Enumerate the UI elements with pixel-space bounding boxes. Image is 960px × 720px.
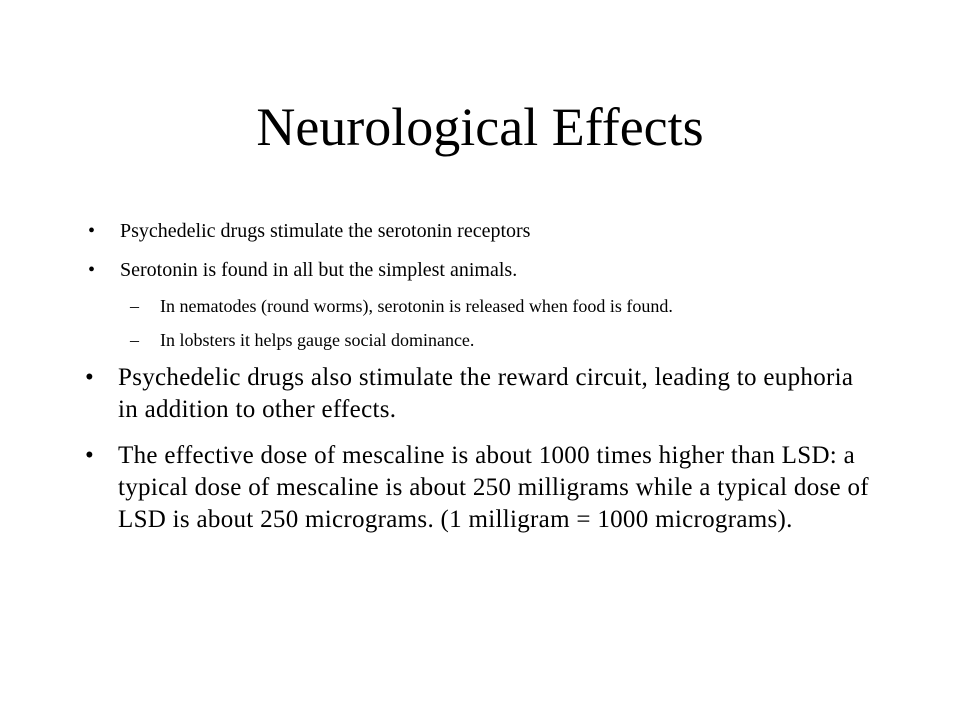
dash-marker: – bbox=[130, 296, 139, 316]
sub-bullet-text: In nematodes (round worms), serotonin is released when food is found. bbox=[160, 296, 673, 316]
bullet-item bbox=[85, 362, 875, 426]
bullet-marker: • bbox=[85, 364, 95, 391]
sub-bullet-text: In lobsters it helps gauge social dominance. bbox=[160, 330, 475, 350]
bullet-marker: • bbox=[85, 442, 95, 469]
bullet-text: The effective dose of mescaline is about 1000 times higher than LSD: a typical dose of mescaline is about 250 milligrams while a typical dose of LSD is about 250 micrograms. (1 milligram = 1000 micrograms). bbox=[118, 442, 869, 533]
bullet-text: Psychedelic drugs also stimulate the reward circuit, leading to euphoria in addition to other effects. bbox=[118, 364, 854, 423]
bullet-item bbox=[85, 440, 875, 536]
slide-title: Neurological Effects bbox=[256, 97, 704, 157]
bullet-text: Serotonin is found in all but the simplest animals. bbox=[120, 259, 518, 281]
bullet-item bbox=[88, 217, 868, 245]
dash-marker: – bbox=[130, 330, 139, 350]
sub-bullet-item bbox=[130, 294, 890, 318]
bullet-marker: • bbox=[88, 259, 96, 281]
bullet-item bbox=[88, 256, 868, 284]
bullet-text: Psychedelic drugs stimulate the serotonin receptors bbox=[120, 220, 531, 242]
bullet-marker: • bbox=[88, 220, 96, 242]
sub-bullet-item bbox=[130, 328, 890, 352]
